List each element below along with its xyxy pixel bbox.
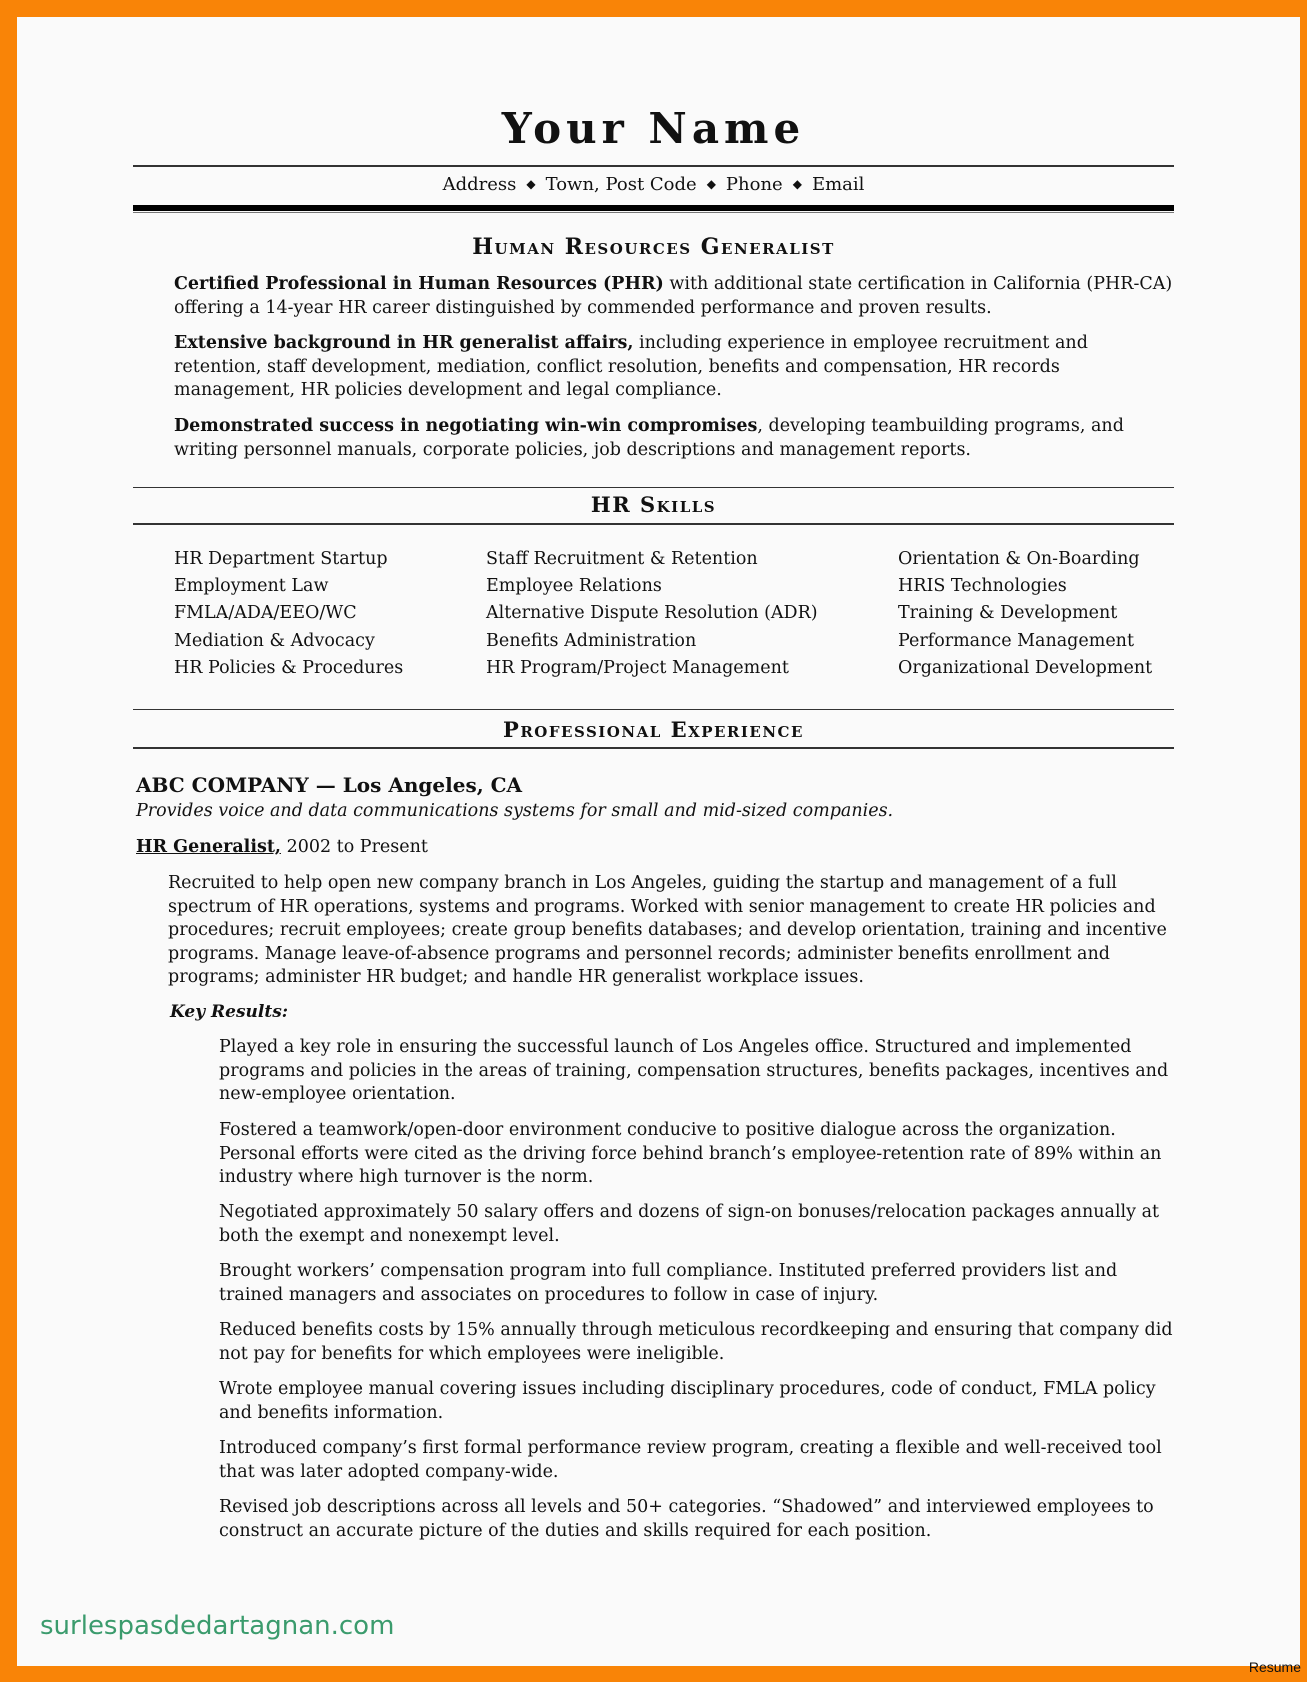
watermark: surlespasdedartagnan.com <box>40 1611 395 1641</box>
contact-address: Address <box>442 174 517 195</box>
role-line <box>136 837 428 857</box>
key-results-label: Key Results: <box>170 1002 289 1022</box>
summary-text: with additional state certification in California (PHR-CA) offering a 14-year HR career distinguished by commended performance and proven results. <box>174 274 1173 318</box>
skill-item: Alternative Dispute Resolution (ADR) <box>486 603 818 623</box>
skill-item: HRIS Technologies <box>898 576 1067 596</box>
summary-item <box>174 273 1174 320</box>
skill-item: FMLA/ADA/EEO/WC <box>174 603 357 623</box>
skill-item: Performance Management <box>898 631 1134 651</box>
thick-divider <box>133 205 1174 211</box>
experience-heading: Professional Experience <box>503 717 804 742</box>
contact-town: Town, Post Code <box>545 174 697 195</box>
skill-item: HR Department Startup <box>174 549 388 569</box>
divider <box>133 709 1174 710</box>
role-dates: 2002 to Present <box>281 837 428 857</box>
summary-item <box>174 415 1174 462</box>
summary-item <box>174 332 1174 403</box>
diamond-icon: ◆ <box>526 177 536 191</box>
role-summary: Recruited to help open new company branch in Los Angeles, guiding the startup and management of a full spectrum of HR operations, systems and programs. Worked with senior management to create HR policies and procedures; recruit employees; create group benefits databases; and develop orientation, training and incentive programs. Manage leave-of-absence programs and personnel records; administer benefits enrollment and programs; administer HR budget; and handle HR generalist workplace issues. <box>168 873 1167 987</box>
summary-text: including experience in employee recruitment and retention, staff development, mediation, conflict resolution, benefits and compensation, HR records management, HR policies development and legal compliance. <box>174 333 1088 400</box>
skill-item: Employee Relations <box>486 576 662 596</box>
company-description: Provides voice and data communications systems for small and mid-sized companies. <box>136 801 894 821</box>
key-result-item: Played a key role in ensuring the successful launch of Los Angeles office. Structured and implemented programs and policies in the areas of training, compensation structures, benefits packages, incentives and new-employee orientation. <box>219 1037 1169 1104</box>
key-result-item: Revised job descriptions across all levels and 50+ categories. “Shadowed” and interviewed employees to construct an accurate picture of the duties and skills required for each position. <box>219 1497 1154 1541</box>
contact-phone: Phone <box>725 174 783 195</box>
corner-label: Resume <box>1248 1659 1301 1675</box>
skill-item: Orientation & On-Boarding <box>898 549 1140 569</box>
skill-item: Staff Recruitment & Retention <box>486 549 758 569</box>
skill-item: HR Policies & Procedures <box>174 658 404 678</box>
key-result-item: Wrote employee manual covering issues including disciplinary procedures, code of conduct, FMLA policy and benefits information. <box>219 1379 1156 1423</box>
resume-name: Your Name <box>501 104 806 153</box>
contact-email: Email <box>811 174 865 195</box>
summary-text: , developing teambuilding programs, and writing personnel manuals, corporate policies, job descriptions and management reports. <box>174 416 1124 460</box>
summary-lead: Certified Professional in Human Resources (PHR) <box>174 274 664 294</box>
skill-item: Mediation & Advocacy <box>174 631 375 651</box>
key-result-item: Fostered a teamwork/open-door environment conducive to positive dialogue across the organization. Personal efforts were cited as the driving force behind branch’s employee-retention rate of 89% within an industry where high turnover is the norm. <box>219 1120 1162 1187</box>
skill-item: Benefits Administration <box>486 631 697 651</box>
contact-line <box>0 174 1307 195</box>
skill-item: Employment Law <box>174 576 329 596</box>
skill-item: HR Program/Project Management <box>486 658 789 678</box>
summary-lead: Extensive background in HR generalist affairs, <box>174 333 634 353</box>
summary-lead: Demonstrated success in negotiating win-win compromises <box>174 416 758 436</box>
divider <box>133 523 1174 525</box>
key-result-item: Brought workers’ compensation program into full compliance. Instituted preferred providers list and trained managers and associates on procedures to follow in case of injury. <box>219 1261 1118 1305</box>
role-title: HR Generalist, <box>136 837 281 857</box>
divider <box>133 212 1174 213</box>
skill-item: Training & Development <box>898 603 1118 623</box>
key-result-item: Reduced benefits costs by 15% annually through meticulous recordkeeping and ensuring that company did not pay for benefits for which employees were ineligible. <box>219 1320 1173 1364</box>
company-name: ABC COMPANY — Los Angeles, CA <box>136 773 523 797</box>
skills-heading: HR Skills <box>590 492 717 517</box>
skill-item: Organizational Development <box>898 658 1153 678</box>
job-title: Human Resources Generalist <box>472 234 835 260</box>
divider <box>133 747 1174 749</box>
key-result-item: Negotiated approximately 50 salary offers and dozens of sign-on bonuses/relocation packages annually at both the exempt and nonexempt level. <box>219 1202 1160 1246</box>
divider <box>133 487 1174 488</box>
key-result-item: Introduced company’s first formal performance review program, creating a flexible and well-received tool that was later adopted company-wide. <box>219 1438 1162 1482</box>
diamond-icon: ◆ <box>792 177 802 191</box>
divider <box>133 165 1174 167</box>
diamond-icon: ◆ <box>706 177 716 191</box>
